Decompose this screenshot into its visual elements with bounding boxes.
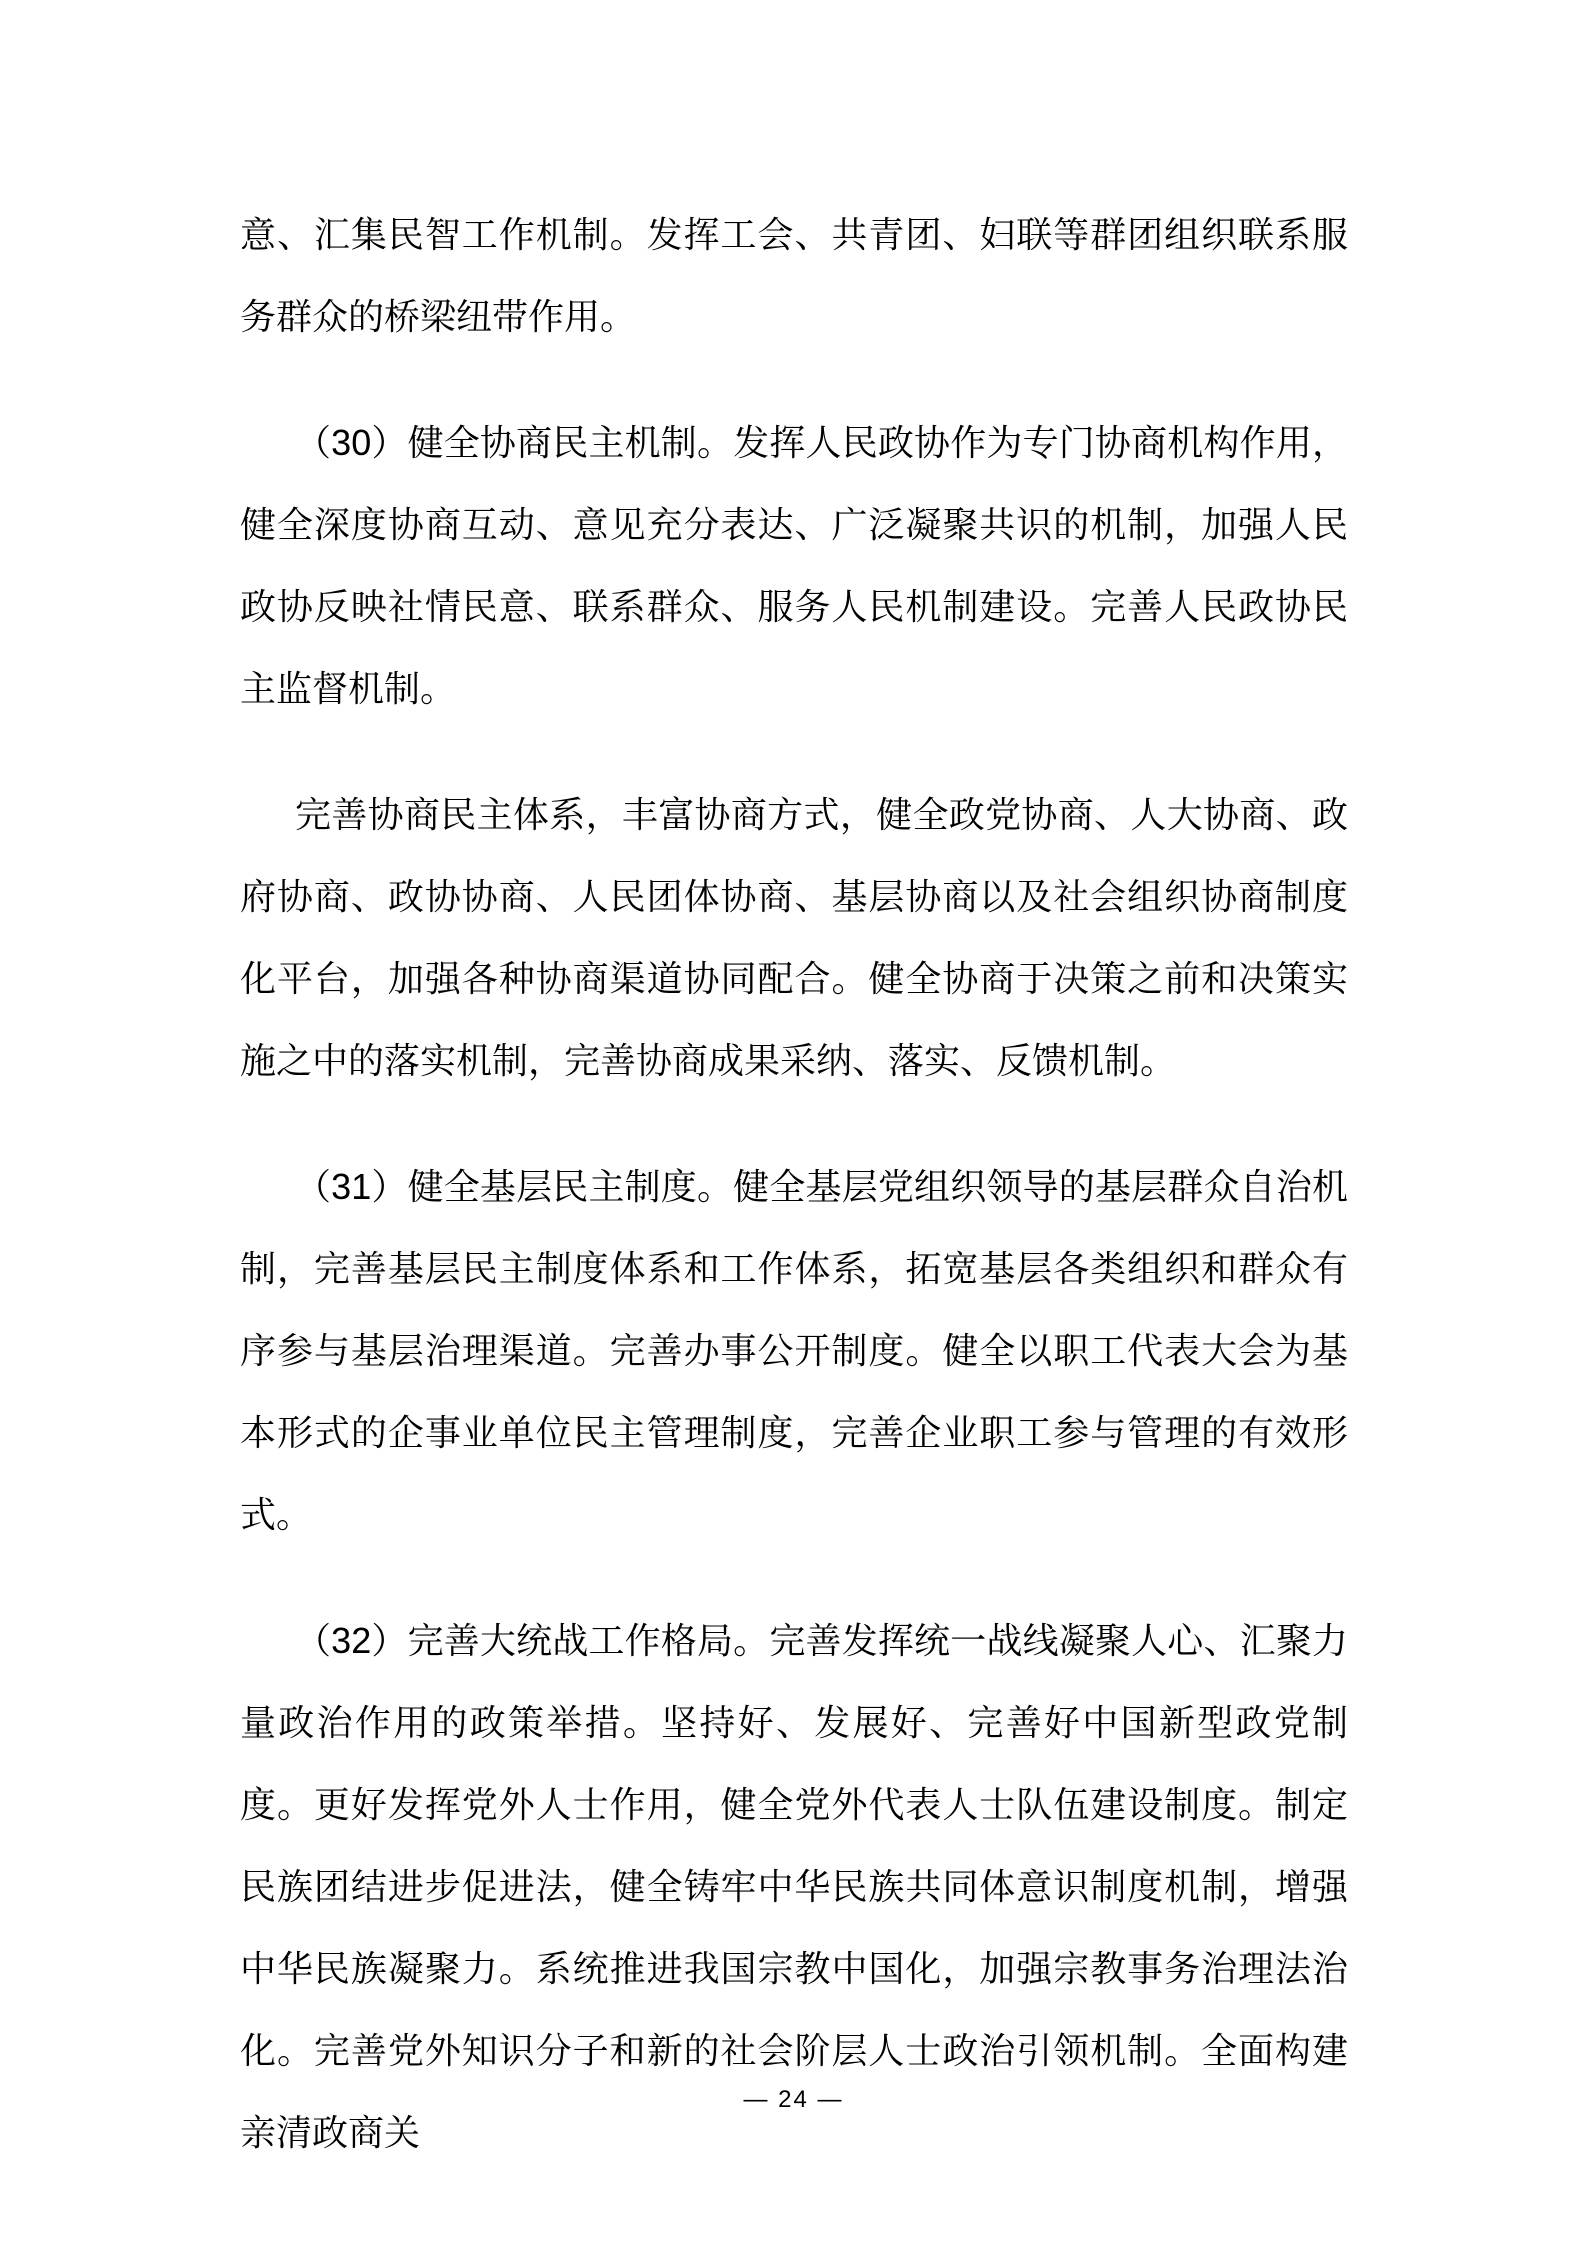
paragraph-item-32: （32）完善大统战工作格局。完善发挥统一战线凝聚人心、汇聚力量政治作用的政策举措。坚持好、发展好、完善好中国新型政党制度。更好发挥党外人士作用，健全党外代表人士队伍建设制度。制定民族团结进步促进法，健全铸牢中华民族共同体意识制度机制，增强中华民族凝聚力。系统推进我国宗教中国化，加强宗教事务治理法治化。完善党外知识分子和新的社会阶层人士政治引领机制。全面构建亲清政商关 [240, 1620, 1348, 2153]
paragraph-consultative-democracy: 完善协商民主体系，丰富协商方式，健全政党协商、人大协商、政府协商、政协协商、人民团体协商、基层协商以及社会组织协商制度化平台，加强各种协商渠道协同配合。健全协商于决策之前和决策实施之中的落实机制，完善协商成果采纳、落实、反馈机制。 [240, 794, 1348, 1081]
paragraph-item-31: （31）健全基层民主制度。健全基层党组织领导的基层群众自治机制，完善基层民主制度体系和工作体系，拓宽基层各类组织和群众有序参与基层治理渠道。完善办事公开制度。健全以职工代表大会为基本形式的企事业单位民主管理制度，完善企业职工参与管理的有效形式。 [240, 1166, 1348, 1535]
paragraph-item-30: （30）健全协商民主机制。发挥人民政协作为专门协商机构作用，健全深度协商互动、意见充分表达、广泛凝聚共识的机制，加强人民政协反映社情民意、联系群众、服务人民机制建设。完善人民政协民主监督机制。 [240, 422, 1348, 709]
page-number: — 24 — [743, 2086, 844, 2113]
document-body [240, 194, 1348, 2174]
paragraph-continued: 意、汇集民智工作机制。发挥工会、共青团、妇联等群团组织联系服务群众的桥梁纽带作用。 [240, 214, 1348, 337]
